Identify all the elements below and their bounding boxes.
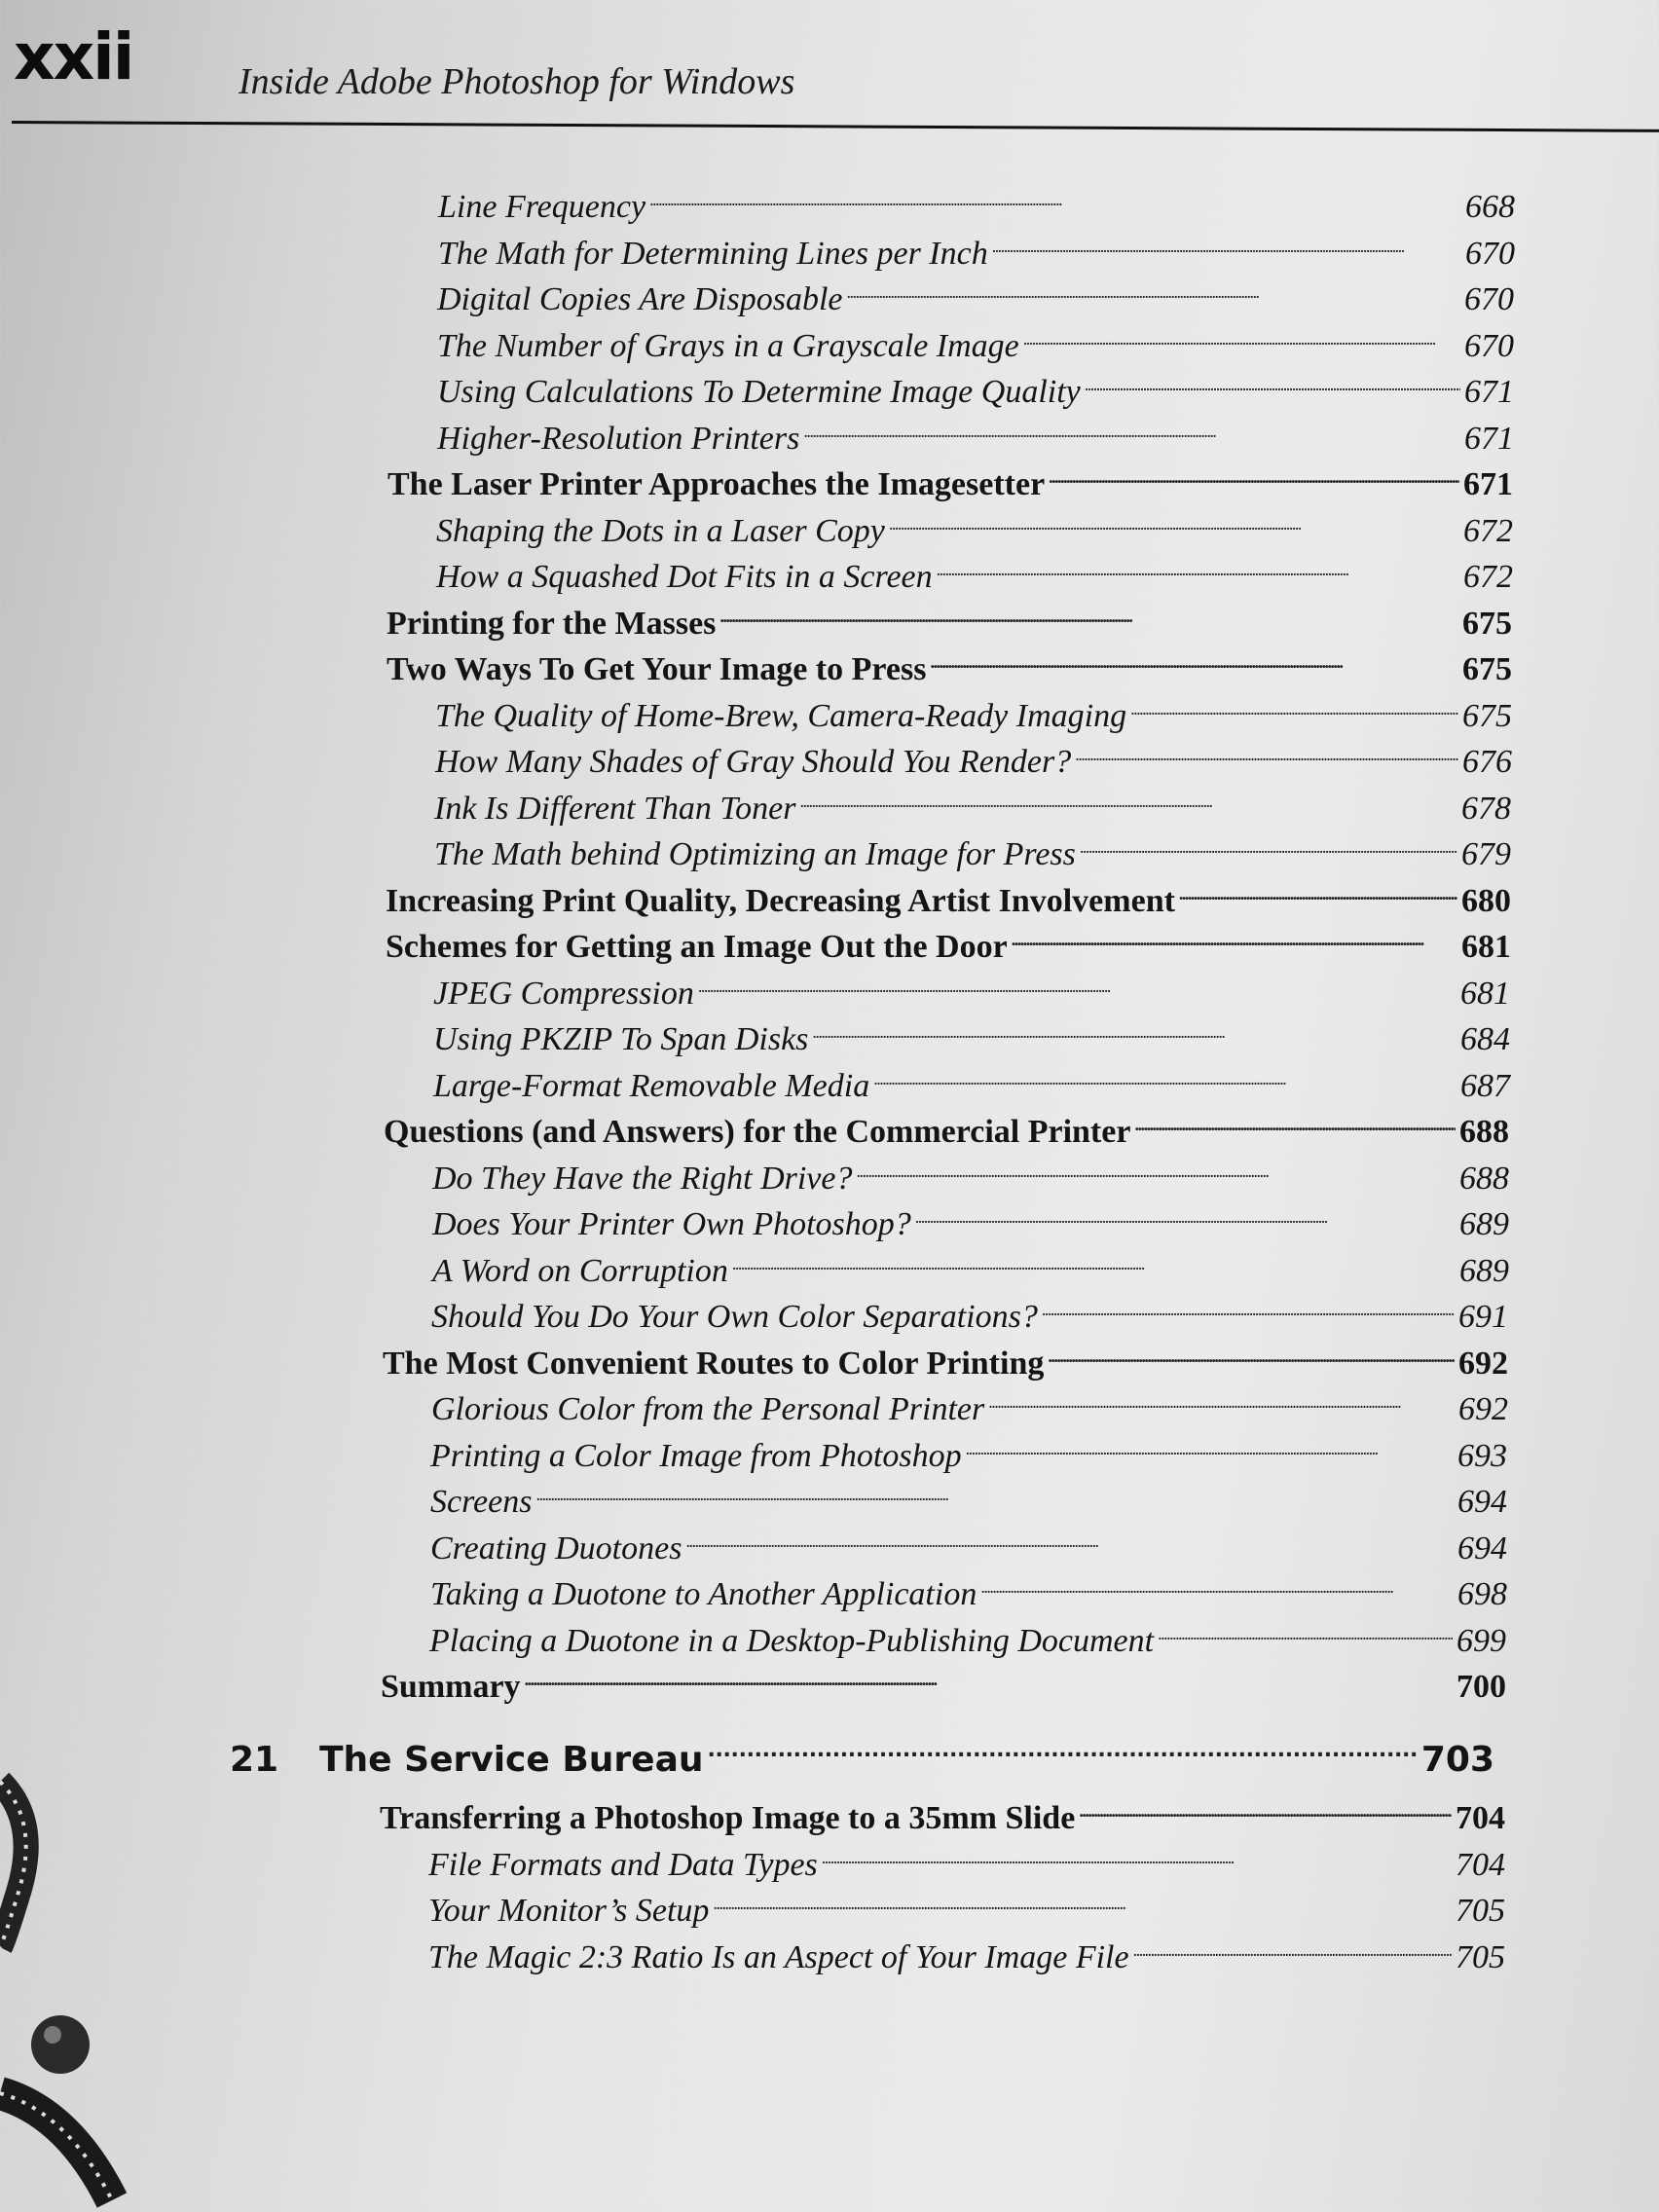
entry-title: Should You Do Your Own Color Separations? bbox=[431, 1299, 1038, 1335]
dot-leader bbox=[1048, 1342, 1455, 1386]
toc-subsection bbox=[437, 417, 1514, 461]
dot-leader bbox=[812, 1017, 1456, 1062]
entry-title: Printing for the Masses bbox=[387, 605, 717, 642]
dot-leader bbox=[803, 417, 1460, 461]
dot-leader bbox=[980, 1572, 1454, 1617]
dot-leader bbox=[1133, 1936, 1452, 1980]
entry-page-number: 704 bbox=[1456, 1846, 1505, 1883]
entry-page-number: 676 bbox=[1462, 744, 1512, 780]
toc-subsection bbox=[436, 555, 1513, 600]
entry-title: The Most Convenient Routes to Color Printing bbox=[383, 1345, 1045, 1382]
entry-page-number: 670 bbox=[1465, 235, 1515, 272]
entry-title: The Number of Grays in a Grayscale Image bbox=[437, 327, 1019, 364]
dot-leader bbox=[685, 1527, 1454, 1571]
entry-title: The Math for Determining Lines per Inch bbox=[438, 235, 988, 272]
film-reel-icon bbox=[0, 1743, 127, 2210]
entry-title: Using Calculations To Determine Image Quality bbox=[437, 374, 1081, 410]
dot-leader bbox=[525, 1665, 1453, 1710]
toc-subsection bbox=[434, 787, 1511, 831]
dot-leader bbox=[873, 1064, 1456, 1109]
toc-section bbox=[383, 1342, 1508, 1386]
entry-title: Summary bbox=[381, 1669, 521, 1705]
dot-leader bbox=[1075, 740, 1458, 785]
entry-page-number: 693 bbox=[1457, 1437, 1507, 1474]
toc-subsection bbox=[437, 370, 1514, 415]
toc-subsection bbox=[431, 1295, 1508, 1340]
dot-leader bbox=[1042, 1295, 1455, 1340]
dot-leader bbox=[966, 1434, 1454, 1479]
toc-subsection bbox=[433, 972, 1510, 1016]
toc-section bbox=[380, 1796, 1505, 1841]
dot-leader bbox=[930, 647, 1458, 692]
toc-subsection bbox=[430, 1480, 1507, 1525]
toc-subsection bbox=[437, 324, 1514, 369]
entry-page-number: 704 bbox=[1456, 1800, 1505, 1836]
toc-subsection bbox=[432, 1157, 1509, 1201]
dot-leader bbox=[698, 972, 1456, 1016]
entry-page-number: 687 bbox=[1460, 1067, 1510, 1104]
toc-subsection bbox=[428, 1889, 1505, 1934]
dot-leader bbox=[799, 787, 1457, 831]
entry-page-number: 689 bbox=[1459, 1252, 1509, 1289]
entry-title: The Service Bureau bbox=[319, 1739, 704, 1780]
dot-leader bbox=[1079, 1796, 1452, 1841]
entry-title: Line Frequency bbox=[438, 189, 646, 225]
dot-leader bbox=[732, 1249, 1456, 1294]
dot-leader bbox=[1134, 1110, 1456, 1155]
entry-title: A Word on Corruption bbox=[432, 1252, 728, 1289]
entry-page-number: 700 bbox=[1456, 1669, 1506, 1705]
toc-section bbox=[384, 1110, 1509, 1155]
entry-title: Ink Is Different Than Toner bbox=[434, 790, 796, 827]
entry-page-number: 675 bbox=[1462, 651, 1512, 687]
entry-title: Does Your Printer Own Photoshop? bbox=[432, 1206, 911, 1242]
toc-subsection bbox=[428, 1936, 1505, 1980]
entry-page-number: 672 bbox=[1463, 512, 1513, 549]
entry-page-number: 692 bbox=[1458, 1391, 1508, 1427]
toc-subsection bbox=[433, 1064, 1510, 1109]
dot-leader bbox=[1080, 832, 1457, 877]
entry-title: The Laser Printer Approaches the Imagesetter bbox=[387, 466, 1046, 502]
dot-leader bbox=[1158, 1619, 1453, 1664]
entry-title: How a Squashed Dot Fits in a Screen bbox=[436, 559, 933, 595]
toc-subsection bbox=[434, 832, 1511, 877]
toc-subsection bbox=[435, 694, 1512, 739]
entry-title: Placing a Duotone in a Desktop-Publishing Document bbox=[429, 1622, 1155, 1659]
toc-subsection bbox=[431, 1387, 1508, 1432]
entry-title: Creating Duotones bbox=[430, 1530, 682, 1567]
toc-subsection bbox=[433, 1017, 1510, 1062]
entry-page-number: 688 bbox=[1459, 1114, 1509, 1150]
entry-title: Do They Have the Right Drive? bbox=[432, 1160, 853, 1197]
entry-page-number: 679 bbox=[1461, 836, 1511, 872]
page-number: xxii bbox=[14, 19, 133, 94]
entry-page-number: 681 bbox=[1461, 929, 1511, 965]
dot-leader bbox=[937, 555, 1459, 600]
entry-title: Using PKZIP To Span Disks bbox=[433, 1021, 809, 1057]
toc-chapter bbox=[230, 1733, 1494, 1788]
entry-title: Transferring a Photoshop Image to a 35mm Slide bbox=[380, 1800, 1076, 1836]
entry-title: The Math behind Optimizing an Image for Press bbox=[434, 836, 1076, 872]
entry-title: Screens bbox=[430, 1484, 533, 1520]
entry-page-number: 698 bbox=[1457, 1576, 1507, 1612]
entry-page-number: 705 bbox=[1456, 1938, 1505, 1975]
entry-page-number: 680 bbox=[1461, 882, 1511, 919]
entry-title: Schemes for Getting an Image Out the Door bbox=[386, 929, 1008, 965]
toc-subsection bbox=[435, 740, 1512, 785]
dot-leader bbox=[535, 1480, 1454, 1525]
entry-page-number: 675 bbox=[1462, 697, 1512, 734]
entry-page-number: 681 bbox=[1460, 975, 1510, 1012]
entry-page-number: 699 bbox=[1456, 1622, 1506, 1659]
dot-leader bbox=[1085, 370, 1460, 415]
toc-section bbox=[387, 462, 1513, 507]
entry-title: JPEG Compression bbox=[433, 975, 694, 1012]
entry-page-number: 684 bbox=[1460, 1021, 1510, 1057]
dot-leader bbox=[1012, 925, 1457, 970]
header-rule bbox=[12, 121, 1659, 132]
toc-section bbox=[386, 925, 1511, 970]
entry-page-number: 689 bbox=[1459, 1206, 1509, 1242]
entry-page-number: 703 bbox=[1420, 1739, 1494, 1780]
dot-leader bbox=[719, 602, 1458, 646]
entry-title: Shaping the Dots in a Laser Copy bbox=[436, 512, 885, 549]
dot-leader bbox=[857, 1157, 1456, 1201]
dot-leader bbox=[822, 1843, 1452, 1888]
dot-leader bbox=[988, 1387, 1455, 1432]
toc-section bbox=[387, 602, 1512, 646]
entry-page-number: 671 bbox=[1463, 466, 1513, 502]
toc-subsection bbox=[432, 1249, 1509, 1294]
dot-leader bbox=[847, 277, 1461, 322]
entry-title: Two Ways To Get Your Image to Press bbox=[387, 651, 927, 687]
entry-title: How Many Shades of Gray Should You Render? bbox=[435, 744, 1072, 780]
entry-title: Your Monitor’s Setup bbox=[428, 1893, 710, 1929]
page-header bbox=[0, 0, 1659, 136]
toc-subsection bbox=[429, 1619, 1506, 1664]
entry-page-number: 670 bbox=[1464, 327, 1514, 364]
entry-title: The Quality of Home-Brew, Camera-Ready Imaging bbox=[435, 697, 1127, 734]
entry-title: Higher-Resolution Printers bbox=[437, 420, 800, 457]
entry-page-number: 694 bbox=[1457, 1530, 1507, 1567]
dot-leader bbox=[1130, 694, 1458, 739]
dot-leader bbox=[889, 509, 1459, 554]
entry-page-number: 670 bbox=[1464, 281, 1514, 317]
entry-title: Large-Format Removable Media bbox=[433, 1067, 870, 1104]
entry-title: Glorious Color from the Personal Printer bbox=[431, 1391, 985, 1427]
toc-subsection bbox=[438, 185, 1515, 230]
toc-section bbox=[381, 1665, 1506, 1710]
entry-title: Digital Copies Are Disposable bbox=[437, 281, 843, 317]
dot-leader bbox=[1049, 462, 1459, 507]
entry-page-number: 675 bbox=[1462, 605, 1512, 642]
toc-subsection bbox=[437, 277, 1514, 322]
toc-subsection bbox=[436, 509, 1513, 554]
entry-page-number: 672 bbox=[1463, 559, 1513, 595]
entry-page-number: 671 bbox=[1464, 420, 1514, 457]
toc-section bbox=[387, 647, 1512, 692]
dot-leader bbox=[708, 1733, 1418, 1788]
dot-leader bbox=[649, 185, 1461, 230]
entry-page-number: 691 bbox=[1458, 1299, 1508, 1335]
dot-leader bbox=[915, 1202, 1456, 1247]
entry-title: Increasing Print Quality, Decreasing Artist Involvement bbox=[386, 882, 1175, 919]
entry-title: File Formats and Data Types bbox=[428, 1846, 818, 1883]
entry-title: Taking a Duotone to Another Application bbox=[430, 1576, 977, 1612]
entry-title: Questions (and Answers) for the Commercial Printer bbox=[384, 1114, 1131, 1150]
toc-subsection bbox=[430, 1527, 1507, 1571]
dot-leader bbox=[1179, 879, 1457, 924]
entry-page-number: 678 bbox=[1461, 790, 1511, 827]
entry-title: Printing a Color Image from Photoshop bbox=[430, 1437, 962, 1474]
toc-subsection bbox=[430, 1572, 1507, 1617]
entry-title: The Magic 2:3 Ratio Is an Aspect of Your Image File bbox=[428, 1938, 1129, 1975]
entry-page-number: 671 bbox=[1464, 374, 1514, 410]
entry-page-number: 705 bbox=[1456, 1893, 1505, 1929]
dot-leader bbox=[713, 1889, 1452, 1934]
dot-leader bbox=[1023, 324, 1460, 369]
entry-page-number: 692 bbox=[1458, 1345, 1508, 1382]
toc-subsection bbox=[432, 1202, 1509, 1247]
toc-subsection bbox=[430, 1434, 1507, 1479]
entry-page-number: 694 bbox=[1457, 1484, 1507, 1520]
toc-subsection bbox=[428, 1843, 1505, 1888]
entry-page-number: 668 bbox=[1465, 189, 1515, 225]
toc-section bbox=[386, 879, 1511, 924]
table-of-contents bbox=[0, 185, 1659, 2035]
entry-page-number: 688 bbox=[1459, 1160, 1509, 1197]
toc-subsection bbox=[438, 232, 1515, 276]
running-title: Inside Adobe Photoshop for Windows bbox=[239, 61, 795, 102]
dot-leader bbox=[992, 232, 1461, 276]
chapter-number: 21 bbox=[230, 1739, 279, 1780]
